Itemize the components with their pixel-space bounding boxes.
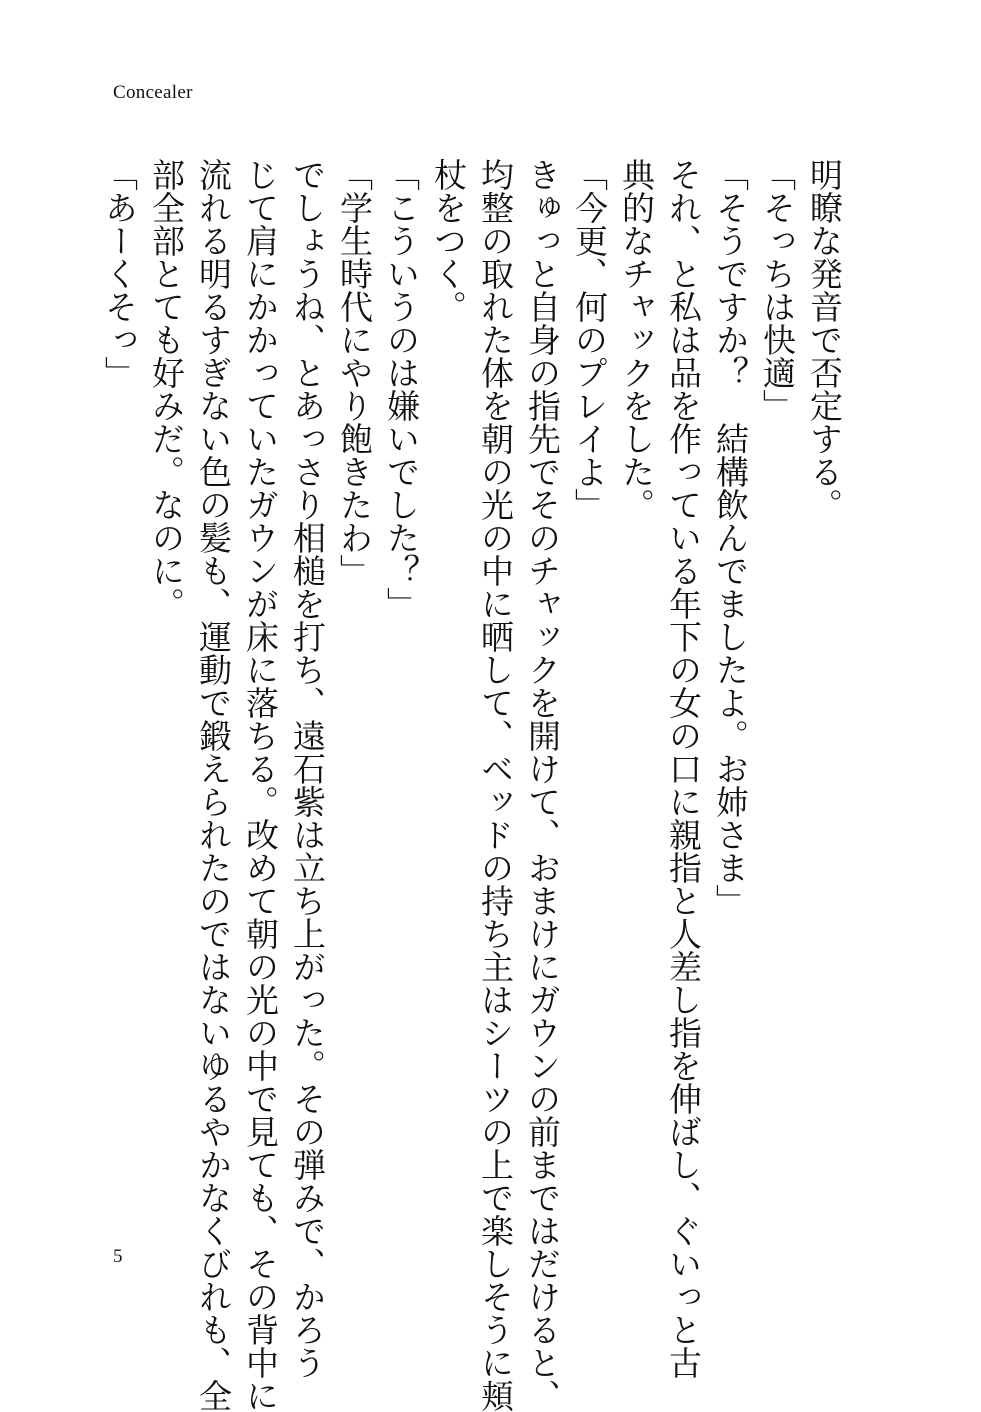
text-line: 典的なチャックをした。 bbox=[617, 158, 656, 521]
text-line: 部全部とても好みだ。なのに。 bbox=[147, 158, 186, 620]
text-line: 「あーくそっ」 bbox=[100, 158, 139, 389]
text-line: 杖をつく。 bbox=[429, 158, 468, 323]
page-number: 5 bbox=[113, 1246, 123, 1267]
text-line: 流れる明るすぎない色の髪も、運動で鍛えられたのではないゆるやかなくびれも、全 bbox=[194, 158, 233, 1412]
text-line: 「今更、何のプレイよ」 bbox=[570, 158, 609, 521]
text-line: きゅっと自身の指先でそのチャックを開けて、おまけにガウンの前まではだけると、 bbox=[523, 158, 562, 1412]
text-line: それ、と私は品を作っている年下の女の口に親指と人差し指を伸ばし、ぐいっと古 bbox=[664, 158, 703, 1379]
text-line: じて肩にかかっていたガウンが床に落ちる。改めて朝の光の中で見ても、その背中に bbox=[241, 158, 280, 1412]
text-line: 「こういうのは嫌いでした？」 bbox=[382, 158, 421, 620]
text-line: 均整の取れた体を朝の光の中に晒して、ベッドの持ち主はシーツの上で楽しそうに頬 bbox=[476, 158, 515, 1412]
text-line: 明瞭な発音で否定する。 bbox=[805, 158, 844, 521]
text-line: 「学生時代にやり飽きたわ」 bbox=[335, 158, 374, 587]
text-line: 「そっちは快適」 bbox=[758, 158, 797, 422]
running-header: Concealer bbox=[113, 82, 193, 103]
text-line: 「そうですか？ 結構飲んでましたよ。お姉さま」 bbox=[711, 158, 750, 917]
body-text bbox=[100, 158, 848, 1412]
text-line: でしょうね、とあっさり相槌を打ち、遠石紫は立ち上がった。その弾みで、かろう bbox=[288, 158, 327, 1379]
